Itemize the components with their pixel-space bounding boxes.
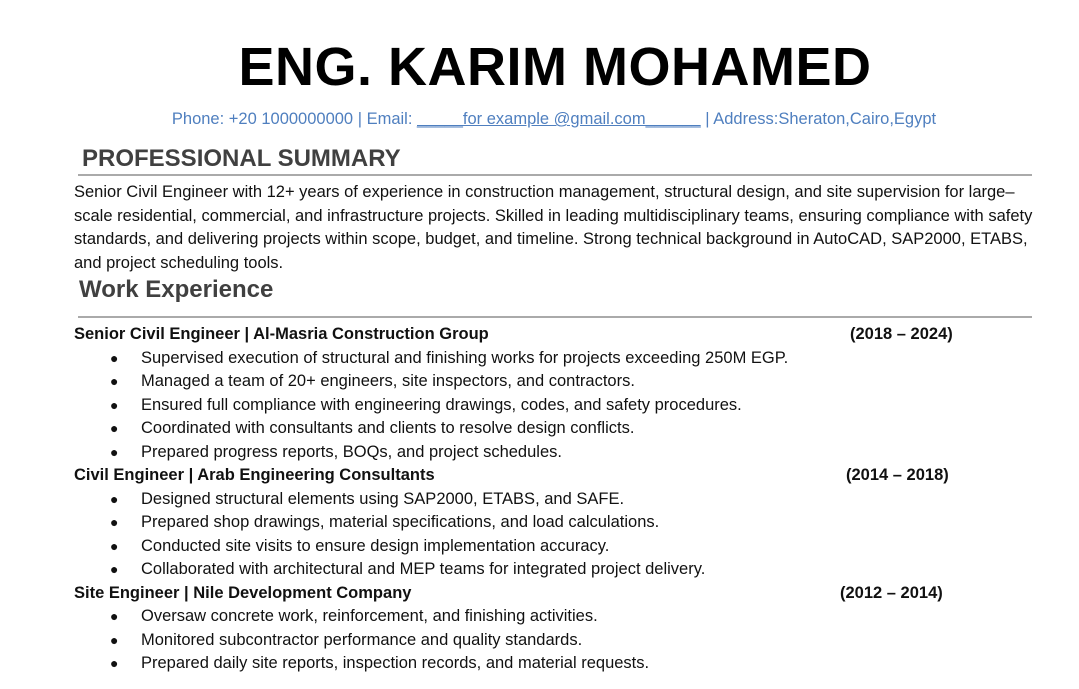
bullet-icon: ● (110, 514, 119, 530)
bullet-icon: ● (110, 443, 119, 460)
bullet-item (74, 370, 974, 394)
job-bullets (74, 488, 974, 582)
bullet-item (74, 605, 974, 629)
bullet-text: Monitored subcontractor performance and quality standards. (141, 630, 583, 649)
bullet-item (74, 652, 974, 676)
bullet-icon: ● (110, 349, 119, 366)
bullet-item (74, 629, 974, 653)
email-link[interactable]: _____for example @gmail.com______ (417, 110, 701, 128)
bullet-item (74, 417, 974, 441)
bullet-item (74, 511, 974, 535)
summary-heading: PROFESSIONAL SUMMARY (82, 145, 401, 172)
bullet-text: Conducted site visits to ensure design implementation accuracy. (141, 536, 610, 555)
job-header (74, 323, 974, 347)
section-divider (78, 174, 1032, 176)
bullet-icon: ● (110, 561, 119, 577)
bullet-text: Prepared shop drawings, material specifications, and load calculations. (141, 513, 660, 531)
bullet-item (74, 488, 974, 512)
bullet-icon: ● (110, 490, 119, 507)
address-text: | Address:Sheraton,Cairo,Egypt (705, 110, 937, 128)
job-title: Civil Engineer | Arab Engineering Consultants (74, 466, 435, 484)
bullet-text: Managed a team of 20+ engineers, site inspectors, and contractors. (141, 372, 635, 390)
job-dates: (2012 – 2014) (840, 583, 943, 602)
bullet-icon: ● (110, 373, 119, 389)
job-dates: (2014 – 2018) (846, 466, 949, 484)
phone-text: Phone: +20 1000000000 | Email: (171, 110, 417, 128)
bullet-text: Ensured full compliance with engineering drawings, codes, and safety procedures. (141, 395, 742, 414)
bullet-item (74, 558, 974, 582)
job-header (74, 464, 974, 488)
bullet-icon: ● (110, 655, 119, 671)
candidate-name: ENG. KARIM MOHAMED (238, 37, 872, 97)
bullet-text: Designed structural elements using SAP2000, ETABS, and SAFE. (141, 489, 625, 508)
job-header (74, 582, 974, 606)
bullet-item (74, 535, 974, 559)
bullet-icon: ● (110, 631, 119, 648)
bullet-icon: ● (110, 420, 119, 436)
job-dates: (2018 – 2024) (850, 325, 953, 343)
job-bullets (74, 347, 974, 465)
job-title: Site Engineer | Nile Development Company (74, 583, 412, 602)
experience-heading: Work Experience (79, 276, 274, 303)
contact-line (0, 110, 1079, 129)
bullet-text: Supervised execution of structural and finishing works for projects exceeding 250M EGP. (141, 348, 789, 367)
bullet-icon: ● (110, 537, 119, 554)
bullet-text: Oversaw concrete work, reinforcement, and finishing activities. (141, 607, 598, 625)
bullet-item (74, 441, 974, 465)
bullet-text: Prepared progress reports, BOQs, and project schedules. (141, 442, 562, 461)
bullet-icon: ● (110, 608, 119, 624)
bullet-text: Prepared daily site reports, inspection records, and material requests. (141, 654, 650, 672)
job-title: Senior Civil Engineer | Al-Masria Construction Group (74, 325, 489, 343)
bullet-text: Coordinated with consultants and clients to resolve design conflicts. (141, 419, 635, 437)
bullet-item (74, 394, 974, 418)
summary-text: Senior Civil Engineer with 12+ years of experience in construction management, structural design, and site supervision for large–scale residential, commercial, and infrastructure projects. Skilled in leading multidisciplinary teams, ensuring compliance with safety standards, and delivering projects within scope, budget, and timeline. Strong technical background in AutoCAD, SAP2000, ETABS, and project scheduling tools. (74, 183, 1033, 272)
section-divider (78, 316, 1032, 318)
bullet-item (74, 347, 974, 371)
experience-list (74, 323, 974, 676)
job-bullets (74, 605, 974, 676)
bullet-text: Collaborated with architectural and MEP teams for integrated project delivery. (141, 560, 706, 578)
bullet-icon: ● (110, 396, 119, 413)
